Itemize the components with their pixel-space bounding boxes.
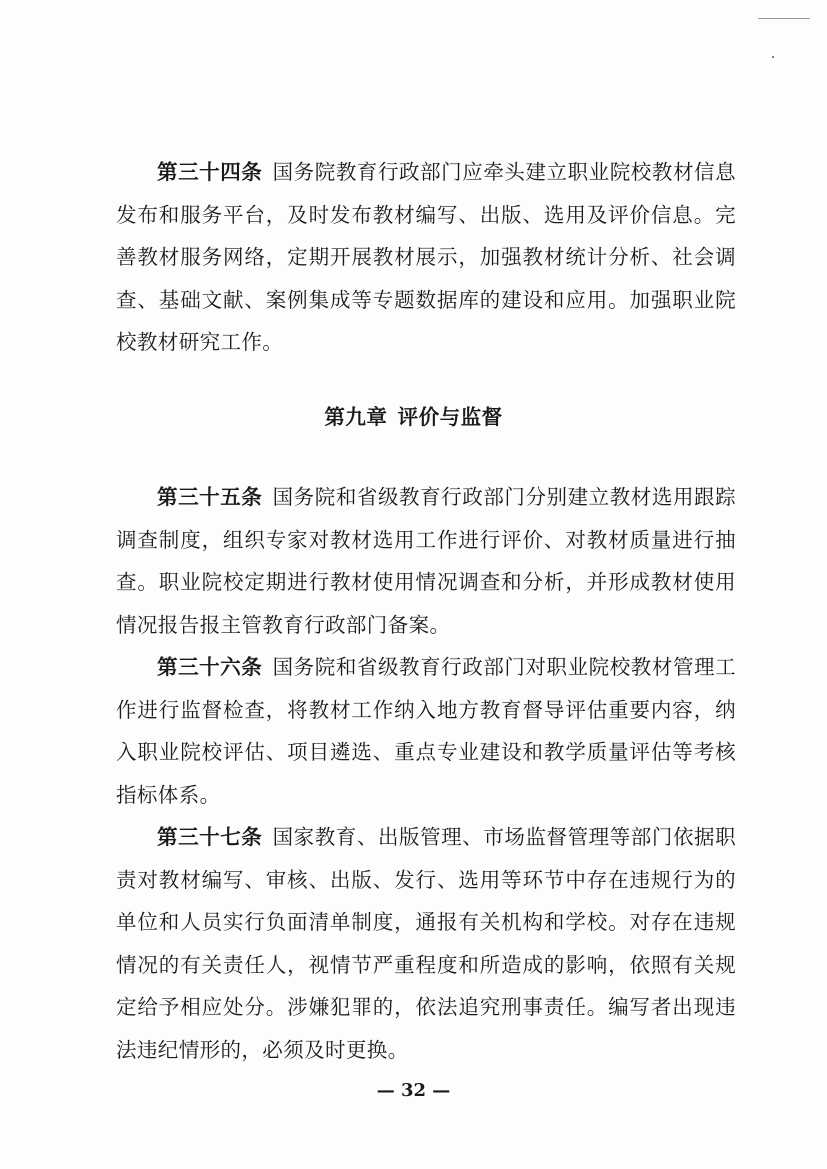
article-text: 国家教育、出版管理、市场监督管理等部门依据职责对教材编写、审核、出版、发行、选用等环节中存在违规行为的单位和人员实行负面清单制度，通报有关机构和学校。对存在违规情况的有关责任人，视情节严重程度和所造成的影响，依照有关规定给予相应处分。涉嫌犯罪的，依法追究刑事责任。编写者出现违法违纪情形的，必须及时更换。	[116, 825, 736, 1062]
section-before-chapter	[116, 151, 736, 364]
article-text: 国务院和省级教育行政部门分别建立教材选用跟踪调查制度，组织专家对教材选用工作进行评价、对教材质量进行抽查。职业院校定期进行教材使用情况调查和分析，并形成教材使用情况报告报主管教育行政部门备案。	[116, 485, 736, 637]
chapter-body	[116, 476, 736, 1071]
article-paragraph	[116, 646, 736, 816]
page-number: — 32 —	[376, 1080, 451, 1101]
article-label: 第三十六条	[157, 655, 263, 679]
scan-speck	[772, 56, 774, 58]
article-label: 第三十四条	[157, 160, 263, 184]
article-label: 第三十七条	[157, 825, 263, 849]
article-text: 国务院和省级教育行政部门对职业院校教材管理工作进行监督检查，将教材工作纳入地方教育督导评估重要内容，纳入职业院校评估、项目遴选、重点专业建设和教学质量评估等考核指标体系。	[116, 655, 736, 807]
article-paragraph	[116, 151, 736, 364]
article-text: 国务院教育行政部门应牵头建立职业院校教材信息发布和服务平台，及时发布教材编写、出版、选用及评价信息。完善教材服务网络，定期开展教材展示，加强教材统计分析、社会调查、基础文献、案例集成等专题数据库的建设和应用。加强职业院校教材研究工作。	[116, 160, 736, 354]
article-paragraph	[116, 816, 736, 1071]
scan-corner-line	[758, 18, 810, 19]
chapter-title: 评价与监督	[397, 405, 503, 429]
article-paragraph	[116, 476, 736, 646]
chapter-number: 第九章	[324, 405, 388, 429]
chapter-heading	[0, 400, 827, 430]
article-label: 第三十五条	[157, 485, 263, 509]
